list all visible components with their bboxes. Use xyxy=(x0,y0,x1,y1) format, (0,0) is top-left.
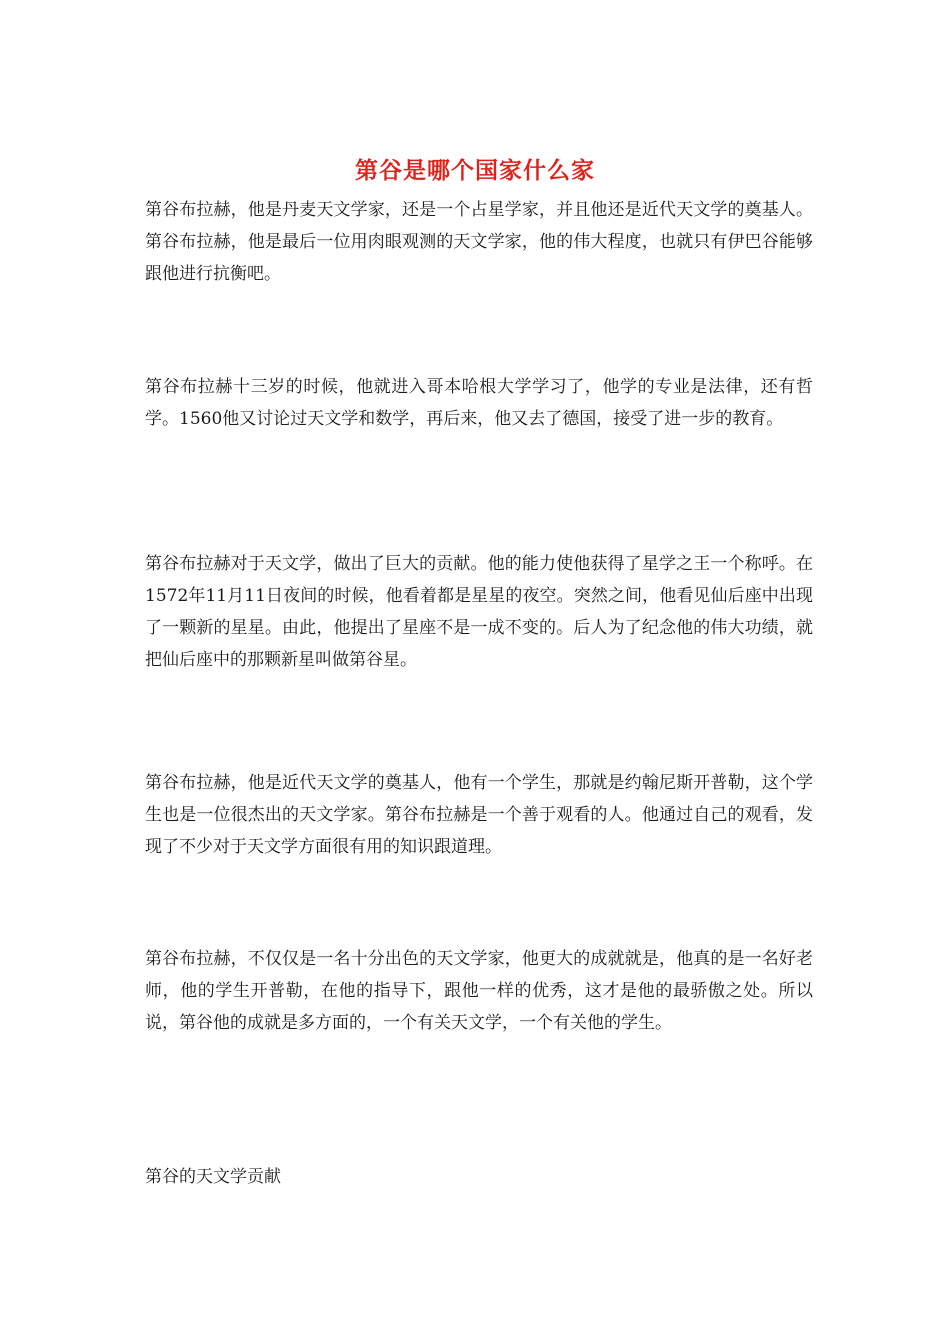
paragraph-6-heading: 第谷的天文学贡献 xyxy=(145,1167,281,1187)
paragraph-4: 第谷布拉赫，他是近代天文学的奠基人，他有一个学生，那就是约翰尼斯开普勒，这个学生也是一位很杰出的天文学家。第谷布拉赫是一个善于观看的人。他通过自己的观看，发现了不少对于天文学方面很有用的知识跟道理。 xyxy=(145,773,813,857)
paragraph-1: 第谷布拉赫，他是丹麦天文学家，还是一个占星学家，并且他还是近代天文学的奠基人。第谷布拉赫，他是最后一位用肉眼观测的天文学家，他的伟大程度，也就只有伊巴谷能够跟他进行抗衡吧。 xyxy=(145,200,813,284)
paragraph-3: 第谷布拉赫对于天文学，做出了巨大的贡献。他的能力使他获得了星学之王一个称呼。在1572年11月11日夜间的时候，他看着都是星星的夜空。突然之间，他看见仙后座中出现了一颗新的星星。由此，他提出了星座不是一成不变的。后人为了纪念他的伟大功绩，就把仙后座中的那颗新星叫做第谷星。 xyxy=(145,554,813,670)
document-title: 第谷是哪个国家什么家 xyxy=(355,157,595,184)
paragraph-2: 第谷布拉赫十三岁的时候，他就进入哥本哈根大学学习了，他学的专业是法律，还有哲学。1560他又讨论过天文学和数学，再后来，他又去了德国，接受了进一步的教育。 xyxy=(145,377,813,429)
paragraph-5: 第谷布拉赫，不仅仅是一名十分出色的天文学家，他更大的成就就是，他真的是一名好老师，他的学生开普勒，在他的指导下，跟他一样的优秀，这才是他的最骄傲之处。所以说，第谷他的成就是多方面的，一个有关天文学，一个有关他的学生。 xyxy=(145,949,813,1033)
